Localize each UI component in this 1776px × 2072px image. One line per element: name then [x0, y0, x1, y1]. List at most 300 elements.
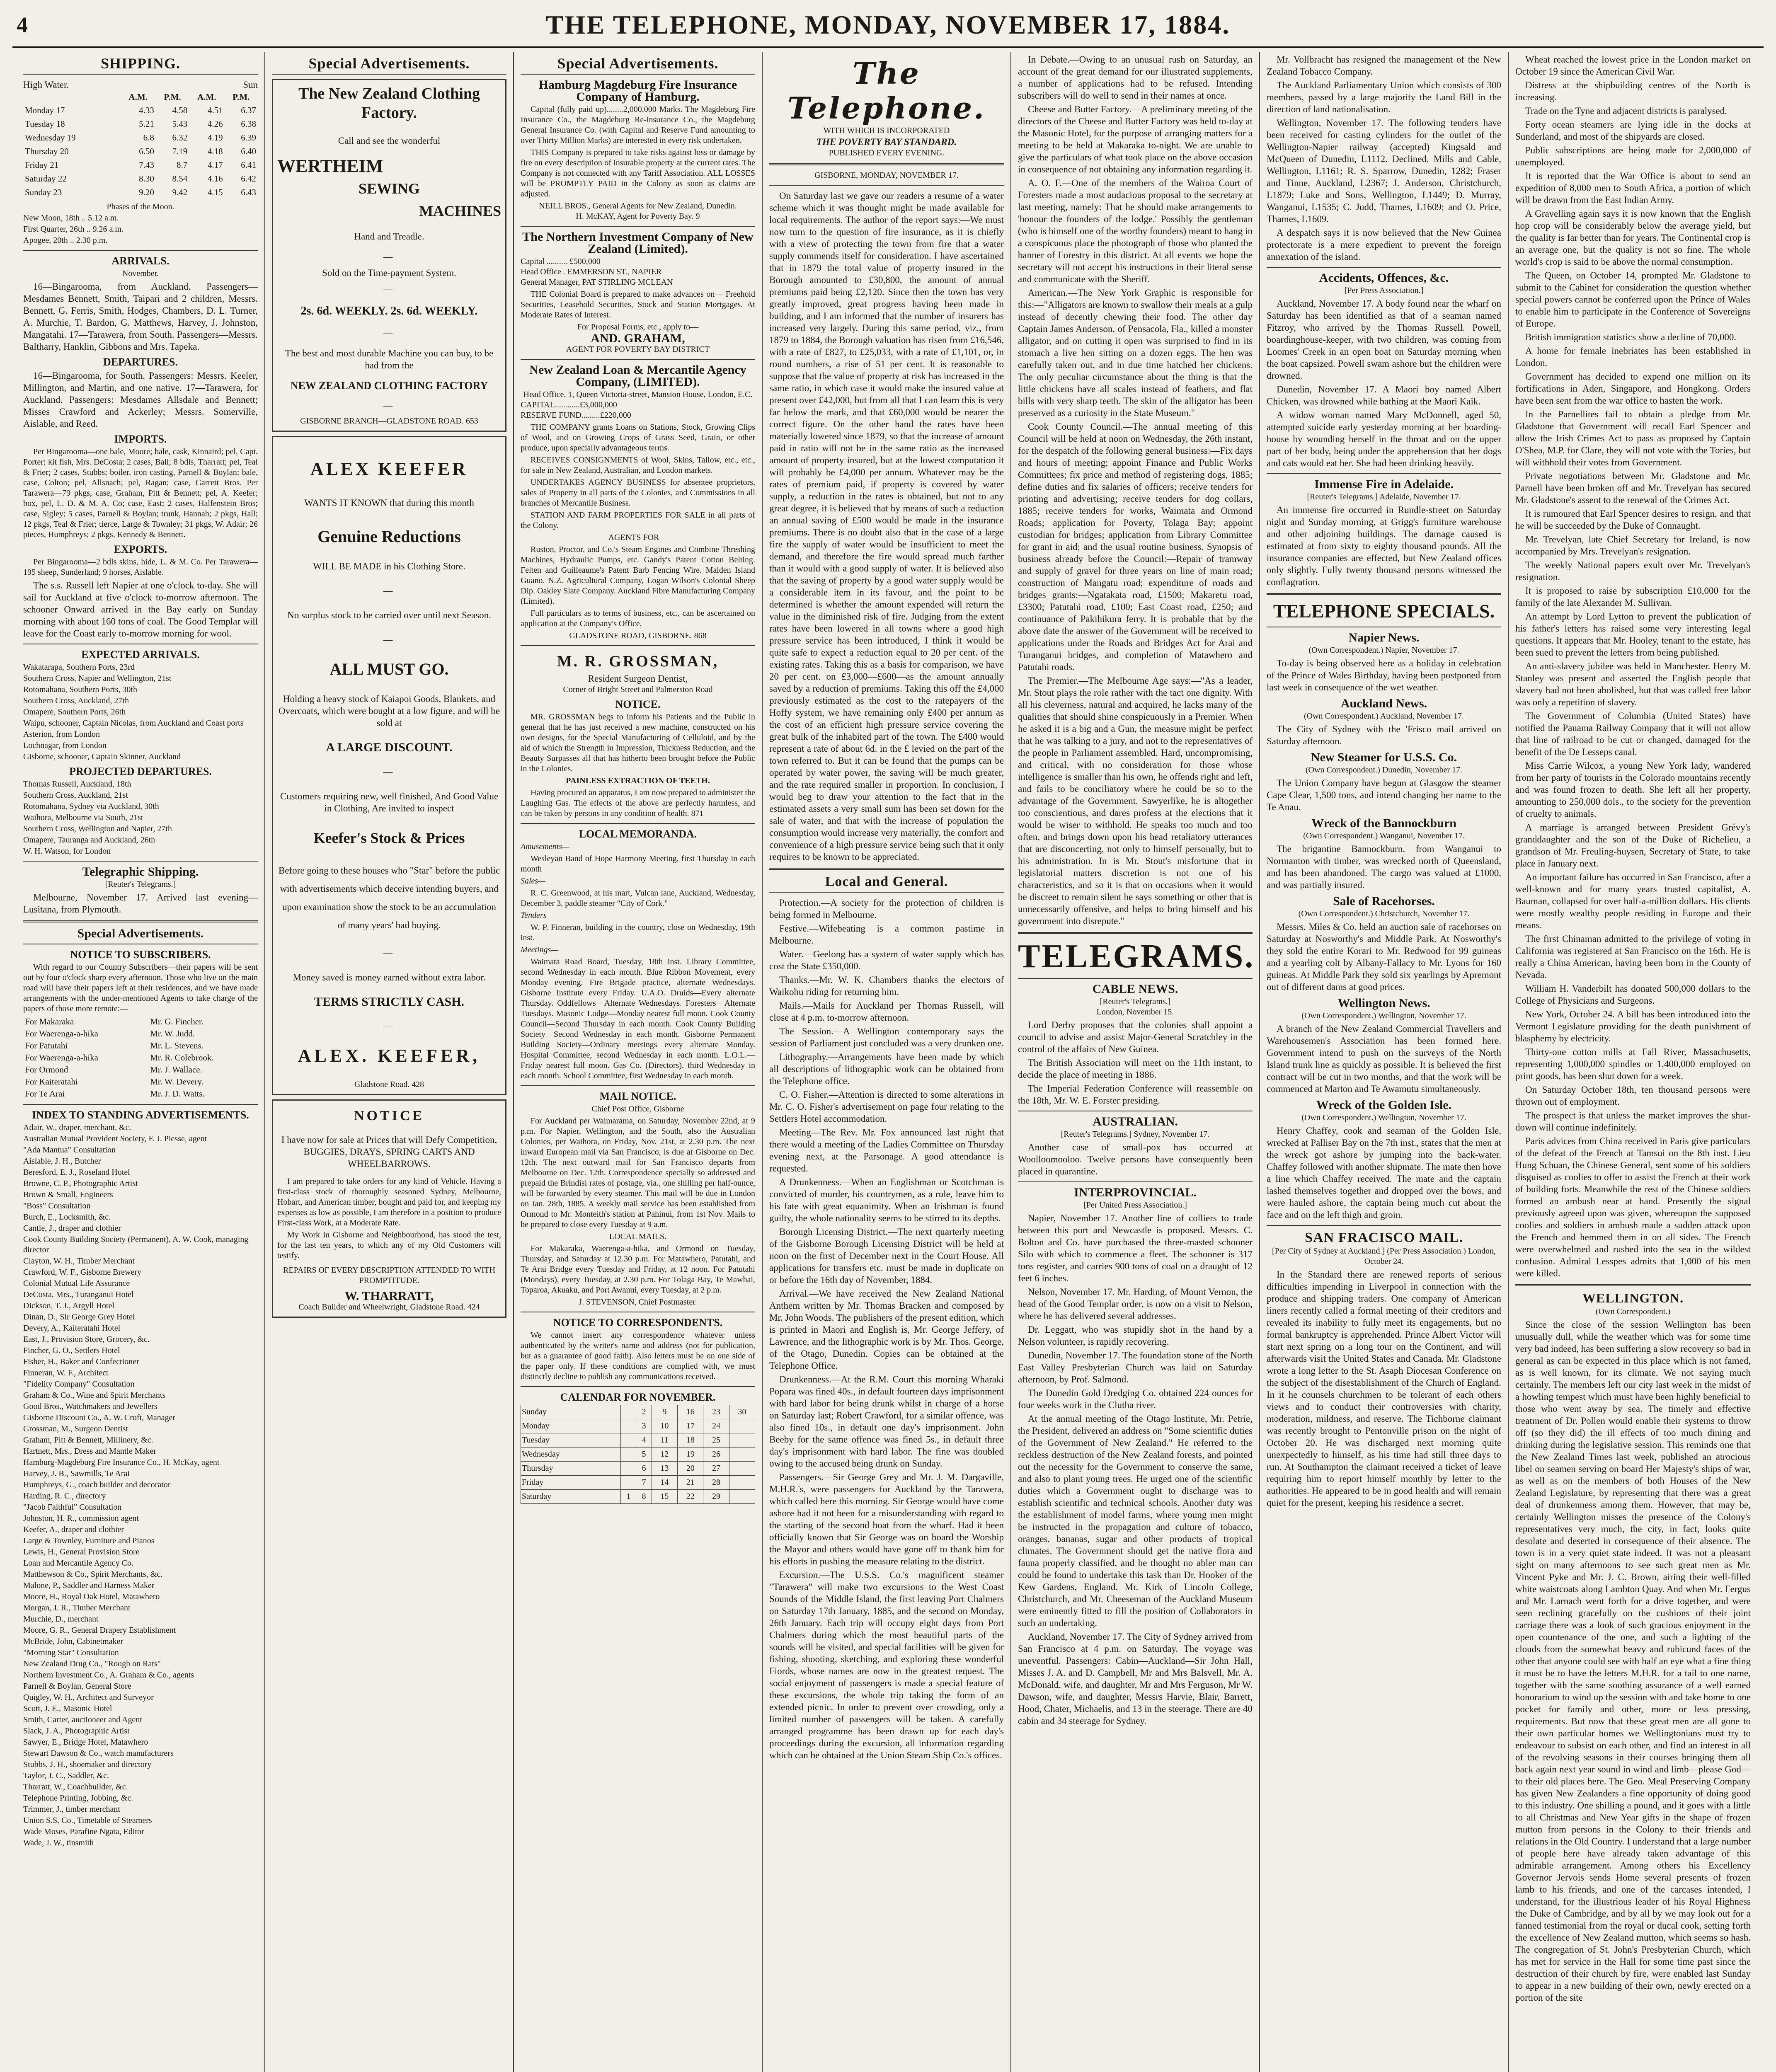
index-item: Smith, Carter, auctioneer and Agent [23, 1715, 142, 1724]
col5-items [1018, 53, 1253, 927]
news-item: A marriage is arranged between President Grévy's granddaughter and the son of the Duke of Richelieu, a grandson of Mr. Freuling-huysen, Secretary of State, to take place in January next. [1515, 822, 1751, 869]
all-must: ALL MUST GO. [330, 660, 449, 678]
exports-text: Per Bingarooma—2 bdls skins, hide, L. & M. Co. Per Tarawera—195 sheep, Sunderland; 9 horses, Aislable. [23, 557, 258, 577]
will-be: WILL BE MADE in his Clothing Store. [313, 561, 465, 571]
calendar-title: CALENDAR FOR NOVEMBER. [560, 1391, 716, 1403]
cable-item: Lord Derby proposes that the colonies shall appoint a council to advise and assist Major-General Scratchley in the control of the affairs of New Guinea. [1018, 1020, 1253, 1054]
northern-body: THE Colonial Board is prepared to make advances on— Freehold Securities, Leasehold Securities, Stock and Station Mortgages. At Moderate Rates of Interest. [521, 290, 755, 320]
columns [17, 52, 1759, 2072]
calendar-weekday: Saturday [521, 1490, 621, 1504]
index-item: Fisher, H., Baker and Confectioner [23, 1357, 139, 1366]
calendar-day: 24 [703, 1419, 729, 1433]
local-news-item: Water.—Geelong has a system of water supply which has cost the State £350,000. [769, 949, 1004, 971]
northern-office: Head Office . EMMERSON ST., NAPIER [521, 267, 662, 276]
auckland-body: The City of Sydney with the 'Frisco mail arrived on Saturday afternoon. [1267, 724, 1501, 746]
index-item: Crawford, W. F., Gisborne Brewery [23, 1268, 142, 1277]
departures-heading: DEPARTURES. [103, 356, 178, 368]
calendar-day: 14 [652, 1476, 677, 1490]
local-news-item: Arrival.—We have received the New Zealand National Anthem written by Mr. Thomas Bracken and composed by Mr. John Woods. The publishers of the present edition, which is printed in Maori and English is, Mr. George Jeffery, of Lawrence, and the lithographic work is by Mr. Thos. George, of the Otago, Dunedin. Copies can be obtained at the Telephone Office. [769, 1288, 1004, 1371]
divider [1267, 473, 1501, 474]
calendar-weekday: Wednesday [521, 1447, 621, 1462]
calendar-day: 8 [636, 1490, 652, 1504]
index-item: Finneran, W. F., Architect [23, 1368, 109, 1377]
arrivals-text: 16—Bingarooma, from Auckland. Passengers—Mesdames Bennett, Smith, Taipari and 2 children, Messrs. Bennett, G. Ferris, Smith, Hodges, Chambers, D. L. Turner, A. Murchie, T. Bardon, G. Matthews, Harvey, J. Johnston, Mangatahi. 17—Tarawera, from South. Passengers—Messrs. Baltharry, Hanklin, Gibbons and Mrs. Tapeka. [23, 281, 258, 352]
branch: GISBORNE BRANCH—GLADSTONE ROAD. 653 [300, 416, 478, 426]
interprov-item: Dunedin, November 17. The foundation stone of the North East Valley Presbyterian Church was laid on Saturday afternoon, by Prof. Salmond. [1018, 1350, 1253, 1385]
well-src: (Own Correspondent.) Wellington, November 17. [1301, 1011, 1466, 1020]
divider [23, 1104, 258, 1105]
agents-for: AGENTS FOR— [608, 533, 668, 542]
golden-body: Henry Chaffey, cook and seaman of the Golden Isle, wrecked at Palliser Bay on the 7th inst., states that the men at the wreck got ashore by jumping into the back-water. Chaffey followed with another shipmate. The mate then hove a line which Chaffey received. The mate and the captain lashed themselves together and dropped over the bows, and were hauled ashore, the captain being much cut about the face and on the left thigh and groin. [1267, 1126, 1501, 1220]
tide-header-cell: A.M. [128, 92, 148, 102]
steamer-src: (Own Correspondent.) Dunedin, November 17. [1305, 765, 1463, 775]
customers: Customers requiring new, well finished, And Good Value in Clothing, Are invited to inspect [280, 791, 499, 813]
tide-row [23, 158, 258, 172]
index-heading: INDEX TO STANDING ADVERTISEMENTS. [32, 1109, 249, 1121]
index-item: Loan and Mercantile Agency Co. [23, 1559, 134, 1568]
expected-item: Southern Cross, Auckland, 27th [23, 696, 129, 705]
tide-cell: 4.51 [207, 105, 223, 115]
tide-cell: 4.26 [207, 119, 223, 129]
wreck-src: (Own Correspondent.) Wanganui, November 17. [1303, 831, 1465, 840]
local-news-item: Protection.—A society for the protection of children is being formed in Melbourne. [769, 898, 1004, 920]
news-item: An attempt by Lord Lytton to prevent the publication of his father's letters has raised some very interesting legal questions. It appears that Mr. Hooley, tenant to the estate, has been sued to prevent the letters from being published. [1515, 611, 1751, 658]
index-item: Wade, J. W., tinsmith [23, 1838, 94, 1847]
news-item: British immigration statistics show a decline of 70,000. [1525, 332, 1737, 342]
projected-item: Omapere, Tauranga and Auckland, 26th [23, 835, 155, 845]
calendar-row [521, 1476, 755, 1490]
meetings: Meetings— [521, 945, 559, 954]
well-body: A branch of the New Zealand Commercial Travellers and Warehousemen's Association has been formed here. Government intend to push on the surveys of the North Island trunk line as quickly as possible. It is believed the first contract will be cut in two months, and that the work will be commenced at Marton and Te Awamutu simultaneously. [1267, 1024, 1501, 1094]
exports-heading: EXPORTS. [114, 543, 167, 555]
tharratt-para2: My Work in Gisborne and Neighbourhood, has stood the test, for the last ten years, to which any of my Old Customers will testify. [277, 1230, 501, 1260]
interprov-items [1018, 1212, 1253, 1727]
calendar-weekday: Tuesday [521, 1433, 621, 1447]
loan-reserve: RESERVE FUND.........£220,000 [521, 411, 631, 420]
interprov-item: Dr. Leggatt, who was stupidly shot in the hand by a Nelson volunteer, is rapidly recovering. [1018, 1324, 1253, 1347]
col7-items [1515, 53, 1751, 1279]
interprov-item: Auckland, November 17. The City of Sydney arrived from San Francisco at 4 p.m. on Saturday. The voyage was uneventful. Passengers: Cabin—Auckland—Sir John Hall, Misses J. A. and D. Campbell, Mr and Mrs Balsvell, Mr. A. McDonald, wife, and daughter, Mr and Mrs Ferguson, Mr W. Dawson, wife, and daughter, Messrs Harvie, Blair, Barrett, Hood, Chater, Michaelis, and 13 in the steerage. There are 40 cabin and 34 steerage for Sydney. [1018, 1631, 1253, 1726]
tide-cell: Friday 21 [25, 160, 59, 170]
calendar-day: 22 [678, 1490, 703, 1504]
tide-cell: Monday 17 [25, 105, 65, 115]
tide-cell: 6.42 [241, 174, 256, 184]
interprov-item: The Dunedin Gold Dredging Co. obtained 224 ounces for four weeks work in the Clutha river. [1018, 1388, 1253, 1410]
news-item: It is proposed to raise by subscription £10,000 for the family of the late Alexander M. Sullivan. [1515, 586, 1751, 608]
agent-place: For Patutahi [25, 1041, 68, 1051]
mail-notice: MAIL NOTICE. [599, 1090, 676, 1102]
golden-src: (Own Correspondent.) Wellington, November 17. [1301, 1113, 1466, 1122]
index-item: Morgan, J. R., Timber Merchant [23, 1603, 131, 1612]
calendar-day: 25 [703, 1433, 729, 1447]
local-news-item: Meeting—The Rev. Mr. Fox announced last night that there would a meeting of the Ladies Committee on Thursday evening next, at the Parsonage. A good attendance is requested. [769, 1127, 1004, 1174]
calendar-table [521, 1405, 755, 1504]
calendar-row [521, 1490, 755, 1504]
nzcf-caps: NEW ZEALAND CLOTHING FACTORY [290, 380, 488, 392]
calendar-day [621, 1462, 636, 1476]
news-item: An important failure has occurred in San Francisco, after a well-known and for many years trusted capitalist, A. Bauman, collapsed for over half-a-million dollars. His clients were mostly wealthy people residing in Europe and their means. [1515, 872, 1751, 930]
tide-row [23, 186, 258, 199]
calendar-day [729, 1447, 755, 1462]
arrivals-heading: ARRIVALS. [111, 255, 170, 267]
auckland-src: (Own Correspondent.) Auckland, November 17. [1304, 712, 1464, 721]
local-memo: LOCAL MEMORANDA. [579, 828, 697, 840]
news-item: Mr. Trevelyan, late Chief Secretary for Ireland, is now accompanied by Mrs. Trevelyan's resignation. [1515, 534, 1751, 557]
call-see: Call and see the wonderful [338, 136, 441, 146]
calendar-day: 19 [678, 1447, 703, 1462]
divider [769, 163, 1004, 165]
news-item: Government has decided to expend one million on its fortifications in Aden, Singapore, and Hongkong. Orders have been sent from the war office to hasten the work. [1515, 371, 1751, 406]
expected-list [23, 662, 258, 762]
index-item: Murchie, D., merchant [23, 1615, 99, 1624]
index-item: Devery, A., Kaiteratahi Hotel [23, 1324, 121, 1333]
running-head [17, 8, 1759, 41]
index-item: Scott, J. E., Masonic Hotel [23, 1704, 112, 1713]
dateline: GISBORNE, MONDAY, NOVEMBER 17. [814, 171, 959, 180]
divider [1267, 593, 1501, 595]
napier: Napier News. [1348, 631, 1420, 644]
index-item: Clayton, W. H., Timber Merchant [23, 1256, 135, 1266]
wellington-body: Since the close of the session Wellington has been unusually dull, while the weather which was for some time very bad indeed, has been suffering a slow recovery so bad in general as can be expected in this place which is not famed, as is well known, for its climate. We not saying much certainly. The members left our city last week in the midst of a howling tempest which must have been highly beneficial to those who went away by sea. The timely and effective treatment of Dr. Pollen would enable their systems to throw off (so they did) the ill effects of too much dining and drinking during the legislative session. This reminds one that the New Zealand Times last week, published an atrocious libel on seamen serving on board Her Majesty's ships of war, as well as on the members of both Houses of the New Zealand Legislature, by representing that there was a great deal of drunkenness among them. However, that may be, certainly Wellington misses the presence of the Colony's representatives very much, the city, in fact, looks quite desolate and deserted in consequence of their absence. The town is in a very quiet state indeed. It was not a pleasant sight on many afternoons to see such great men as Mr. Vincent Pyke and Mr. J. C. Brown, airing their well-filled white waistcoats along Lambton Quay. And when Mr. Fergus and Mr. Larnach went forth for a drive together, and were seen reclining gracefully on the cushions of their joint carriage there was a look of such gracious enjoyment in the open countenance of the one, and such a lighting of the clouds from the somewhat heavy and rubicund faces of the other that anyone could see with half an eye what a fine thing it must be to have the letters M.H.R. for a tail to one name, together with the same soothing assurance of a well earned honorarium to wind up the session with and take home to one pocket for family and other, more or less pressing, requirements. But now that these great men are all gone to their own particular homes we Wellingtonians must try to endeavour to subsist on each other, and find an interest in all of the revolving seasons in their courses bringing them all back again next year sound in wind and limb—please God—to their old places here. The Geo. Meal Preserving Company has given New Zealanders a fine opportunity of doing good to this industry. One shilling a pound, and it goes with a little to all Christmas and New Year gifts in the shape of frozen mutton from persons in the Colony to their friends and relations in the Old Country. I understand that a large number of people here have already taken advantage of this admirable arrangement. Among others his Excellency Governor Jervois sends Home several presents of frozen lamb to his friends, and one of the carcases intended, I understand, for the illustrious leader of his Royal Highness the Duke of Cambridge, and by all by we may look out for a fanned testimonial from the royal or ducal cook, setting forth the excellence of New Zealand mutton, which seems so hash. The congregation of St. John's Presbyterian Church, which has met for service in the Hall for some time past since the destruction of their church by fire, were enabled last Sunday to appear in a new building of their own, newly erected on a portion of the site [1515, 1319, 1751, 2003]
local-news-item: Thanks.—Mr. W. K. Chambers thanks the electors of Waikohu riding for returning him. [769, 975, 1004, 997]
dash: — [383, 767, 395, 777]
index-item: Dickson, T. J., Argyll Hotel [23, 1301, 114, 1310]
tide-cell: 6.39 [241, 133, 256, 143]
auckland: Auckland News. [1340, 697, 1427, 710]
nzcf-title-2: Factory. [361, 104, 417, 121]
weekly: 2s. 6d. WEEKLY. 2s. 6d. WEEKLY. [300, 305, 478, 317]
index-item: New Zealand Drug Co., "Rough on Rats" [23, 1659, 161, 1668]
grossman-corner: Corner of Bright Street and Palmerston Road [563, 685, 713, 694]
calendar-day: 26 [703, 1447, 729, 1462]
news-item: The first Chinaman admitted to the privilege of voting in California was registered at San Francisco on the 16th. He is really a China American, having been born in the County of Nevada. [1515, 934, 1751, 980]
local-news-item: Passengers.—Sir George Grey and Mr. J. M. Dargaville, M.H.R.'s, were passengers for Auckland by the Tarawera, which called here this morning. Sir George would have come ashore had it not been for a misunderstanding with regard to the starting of the second boat from the wharf. Had it been officially known that Sir George was on board the Worship the Mayor and others would have gone off to thank him for his efforts in pushing the measure relating to the district. [769, 1472, 1004, 1566]
agent-row [23, 1088, 258, 1100]
news-item: New York, October 24. A bill has been introduced into the Vermont Legislature providing for the death punishment of blasphemy by electricity. [1515, 1009, 1751, 1043]
index-item: Moore, G. R., General Drapery Establishment [23, 1626, 176, 1635]
calendar-day: 15 [652, 1490, 677, 1504]
agent-name: Mr. R. Colebrook. [150, 1053, 214, 1063]
tharratt-sig: W. THARRATT, [344, 1289, 434, 1303]
agent-name: Mr. J. D. Watts. [150, 1089, 205, 1099]
news-item: Trade on the Tyne and adjacent districts is paralysed. [1525, 106, 1728, 116]
index-item: Cantle, J., draper and clothier [23, 1224, 121, 1233]
loan-capital: CAPITAL............£3,000,000 [521, 400, 617, 409]
notice-subscribers-text: With regard to our Country Subscribers—their papers will be sent out by four o'clock sharp every afternoon. Those who live on the main road will have their papers left at their residences, and we have made arrangements with the under-mentioned Agents to take charge of the papers of those more remote:— [23, 963, 258, 1013]
expected-item: Rotomahana, Southern Ports, 30th [23, 685, 137, 694]
before-going: Before going to these houses who "Star" before the public with advertisements which deceive intending buyers, and upon examination show the stock to be an accumulation of many years' bad buying. [278, 865, 500, 930]
terms: TERMS STRICTLY CASH. [314, 995, 465, 1009]
index-item: "Fidelity Company" Consultation [23, 1380, 135, 1389]
grossman-body: MR. GROSSMAN begs to inform his Patients and the Public in general that he has just received a new machine, constructed on his own designs, for the Special Manufacturing of Celluloid, and by the aid of which the Strength in Impression, Thickness Reduction, and the Beauty Surpasses all that has hitherto been brought before the Public in the Colonies. [521, 712, 755, 773]
moon-list [23, 213, 258, 246]
correspondents-body: We cannot insert any correspondence whatever unless authenticated by the writer's name and address (not for publication, but as a guarantee of good faith). Also letters must be on one side of the paper only. If these conditions are complied with, we must distinctly decline to publish any communications received. [521, 1331, 755, 1381]
calendar-day: 1 [621, 1490, 636, 1504]
mckay: H. McKAY, Agent for Poverty Bay. 9 [576, 212, 700, 221]
australian: AUSTRALIAN. [1093, 1115, 1178, 1128]
keefer-title: ALEX KEEFER [310, 459, 468, 479]
tharratt-title: Coach Builder and Wheelwright, Gladstone Road. 424 [298, 1302, 480, 1312]
news-item: Public subscriptions are being made for 2,000,000 of unemployed. [1515, 145, 1751, 167]
telegraphic-heading: Telegraphic Shipping. [82, 865, 199, 879]
calendar-day: 9 [652, 1405, 677, 1419]
grossman-notice: NOTICE. [615, 698, 661, 710]
projected-list [23, 779, 258, 857]
column-7 [1509, 52, 1757, 2072]
accidents: Accidents, Offences, &c. [1319, 271, 1449, 285]
news-item: The prospect is that unless the market improves the shut-down will continue indefinitely. [1515, 1110, 1751, 1133]
index-item: Graham & Co., Wine and Spirit Merchants [23, 1391, 166, 1400]
local-items [769, 897, 1004, 1761]
painless: PAINLESS EXTRACTION OF TEETH. [566, 776, 710, 785]
expected-item: Gisborne, schooner, Captain Skinner, Auckland [23, 752, 181, 761]
index-item: Johnston, H. R., commission agent [23, 1514, 139, 1523]
local-news-item: A Drunkenness.—When an Englishman or Scotchman is convicted of murder, his countrymen, as a rule, leave him to his fate with great equanimity. When an Irishman is found guilty, the whole nationality seems to be stirred to its depths. [769, 1177, 1004, 1223]
cable-item: The Imperial Federation Conference will reassemble on the 18th, Mr. W. E. Forster presiding. [1018, 1083, 1253, 1106]
index-item: Gisborne Discount Co., A. W. Croft, Manager [23, 1413, 176, 1422]
dash: — [383, 328, 395, 338]
divider [23, 74, 258, 75]
sales-body: R. C. Greenwood, at his mart, Vulcan lane, Auckland, Wednesday, December 3, paddle steamer "City of Cork." [521, 888, 755, 908]
column-5 [1011, 52, 1260, 2072]
accident-item: A widow woman named Mary McDonnell, aged 50, attempted suicide early yesterday morning at her boarding-house by wounding herself in the throat and on the upper part of her body, being under the apprehension that her dogs and cats would eat her. She had been drinking heavily. [1267, 410, 1501, 468]
divider [1267, 1225, 1501, 1226]
tide-cell: 6.32 [172, 133, 188, 143]
news-item: The Government of Columbia (United States) have notified the Panama Railway Company that it will not allow that line of railroad to be cut or changed, damaged for the benefit of the De Lesseps canal. [1515, 711, 1751, 757]
calendar-day: 21 [678, 1476, 703, 1490]
divider [1515, 1284, 1751, 1286]
divider [521, 1386, 755, 1387]
tide-cell: 4.19 [207, 133, 223, 143]
calendar-day: 23 [703, 1405, 729, 1419]
index-item: Large & Townley, Furniture and Pianos [23, 1536, 155, 1545]
projected-item: W. H. Watson, for London [23, 847, 111, 856]
wellington-heading: WELLINGTON. [1582, 1290, 1684, 1305]
calendar-day: 7 [636, 1476, 652, 1490]
special-ads-heading-2: Special Advertisements. [308, 55, 470, 72]
tide-header-cell [23, 91, 121, 104]
steamer-body: The Union Company have begun at Glasgow the steamer Cape Clear, 1,500 tons, and intend changing her name to the Te Anau. [1267, 778, 1501, 812]
interprov-item: Napier, November 17. Another line of colliers to trade between this port and Newcastle is proposed. Messrs. C. Bolton and Co. have purchased the three-masted schooner Silo with which to commence a fleet. The schooner is 317 tons register, and carries 900 tons of coal on a draught of 12 feet 6 inches. [1018, 1213, 1253, 1283]
news-item: An anti-slavery jubilee was held in Manchester. Henry M. Stanley was present and asserted the English people that slavery had not been abolished, but that was called free labor was only a repetition of slavery. [1515, 661, 1751, 707]
index-item: Keefer, A., draper and clothier [23, 1525, 124, 1534]
agent-place: For Waerenga-a-hika [25, 1053, 98, 1063]
calendar-row [521, 1405, 755, 1419]
racehorses: Sale of Racehorses. [1333, 894, 1435, 908]
tenders: Tenders— [521, 911, 554, 920]
imports-heading: IMPORTS. [114, 433, 167, 445]
repairs: REPAIRS OF EVERY DESCRIPTION ATTENDED TO WITH PROMPTITUDE. [283, 1266, 495, 1285]
index-item: McBride, John, Cabinetmaker [23, 1637, 124, 1646]
divider [1018, 932, 1253, 934]
tide-cell: 4.15 [207, 187, 223, 197]
calendar-day: 27 [703, 1462, 729, 1476]
index-item: Trimmer, J., timber merchant [23, 1805, 120, 1814]
tide-cell: 7.19 [172, 146, 188, 156]
index-item: Hartnett, Mrs., Dress and Mantle Maker [23, 1447, 157, 1456]
special-ads-heading: Special Advertisements. [77, 927, 204, 940]
agent-row [23, 1076, 258, 1088]
index-item: Parnell & Boylan, General Store [23, 1682, 131, 1691]
tide-row [23, 172, 258, 186]
news-item: A Gravelling again says it is now known that the English hop crop will be considerably below the average yield, but the quality is far better than for years. The Continental crop is an average one, but the quality is not so fine. The whole world's crop is said to be above the normal consumption. [1515, 208, 1751, 267]
local-news-item: Lithography.—Arrangements have been made by which all descriptions of lithographic work can be obtained from the Telephone office. [769, 1052, 1004, 1086]
calendar-day: 18 [678, 1433, 703, 1447]
keefers-stock: Keefer's Stock & Prices [313, 830, 465, 846]
proposal: For Proposal Forms, etc., apply to— [577, 322, 699, 332]
reuters: [Reuter's Telegrams.] [1100, 997, 1171, 1006]
agent-name: Mr. J. Wallace. [150, 1065, 202, 1075]
divider [769, 868, 1004, 870]
calendar-day [729, 1490, 755, 1504]
postmaster: J. STEVENSON, Chief Postmaster. [579, 1297, 697, 1307]
news-item: A home for female inebriates has been established in London. [1515, 346, 1751, 368]
fire-source: [Reuter's Telegrams.] Adelaide, November 17. [1307, 492, 1461, 501]
index-item: Cook County Building Society (Permanent), A. W. Cook, managing director [23, 1235, 249, 1254]
divider [1267, 267, 1501, 268]
tide-row [23, 104, 258, 117]
index-item: Fincher, G. O., Settlers Hotel [23, 1346, 120, 1355]
hamburg-capital: Capital (fully paid up)........2,000,000 Marks. The Magdeburg Fire Insurance Co., the Magdeburg Re-insurance Co., the Magdeburg General Insurance Co. (with Capital and Reserve Fund amounting to over Thirty Million Marks) are interested in every risk undertaken. [521, 105, 755, 145]
tide-cell: 9.42 [172, 187, 188, 197]
amusements: Amusements— [521, 842, 569, 851]
calendar-day: 11 [652, 1433, 677, 1447]
moon-item: Apogee, 20th .. 2.30 p.m. [23, 236, 108, 245]
local-news-item: The Session.—A Wellington contemporary says the session of Parliament just concluded was a very drunken one. [769, 1026, 1004, 1048]
agent-name: Mr. G. Fincher. [150, 1017, 204, 1026]
grossman-title: M. R. GROSSMAN, [557, 653, 719, 670]
money-saved: Money saved is money earned without extra labor. [293, 972, 486, 983]
calendar-row [521, 1433, 755, 1447]
tharratt-para: I am prepared to take orders for any kind of Vehicle. Having a first-class stock of thoroughly seasoned Sydney, Melbourne, Hobart, and American timber, bought and paid for, and keeping my expenses as low as possible, I am therefore in a position to produce First-class Work, at a Moderate Rate. [277, 1177, 501, 1227]
divider [521, 74, 755, 75]
tide-cell: 6.37 [241, 105, 256, 115]
index-item: Browne, C. P., Photographic Artist [23, 1179, 138, 1188]
agent-row [23, 1028, 258, 1040]
index-item: Stubbs, J. H., shoemaker and directory [23, 1760, 152, 1769]
mail-body: For Auckland per Waimarama, on Saturday, November 22nd, at 9 p.m. For Napier, Wellington, and the South, also the Australian Colonies, per Waihora, on Friday, Nov. 21st, at 2.30 p.m. The next inward European mail via San Francisco, is due at Gisborne on Dec. 12th. The next outward mail for San Francisco departs from Melbourne on Dec. 12th. Correspondence specially so addressed and prepaid the Brindisi rates of postage, via., one shilling per half-ounce, will be forwarded by every steamer. This mail will be due in London on Jan. 28th, 1885. A weekly mail service has been established from Ormond to Mr. Monteith's station at Pahinui, from 1st Nov. Mails to be prepared to close every Tuesday at 9 a.m. [521, 1116, 755, 1229]
loan-consign: RECEIVES CONSIGNMENTS of Wool, Skins, Tallow, etc., etc., for sale in New Zealand, Australian, and London markets. [521, 455, 755, 475]
local-news-item: Festive.—Wifebeating is a common pastime in Melbourne. [769, 923, 1004, 946]
index-item: Slack, J. A., Photographic Artist [23, 1726, 130, 1736]
tide-cell: 4.58 [172, 105, 188, 115]
index-item: "Boss" Consultation [23, 1201, 91, 1210]
news-item: It is rumoured that Earl Spencer desires to resign, and that he will be succeeded by the Duke of Connaught. [1515, 508, 1751, 531]
moon-item: New Moon, 18th .. 5.12 a.m. [23, 213, 119, 223]
tide-cell: Sunday 23 [25, 187, 62, 197]
column-4 [763, 52, 1011, 2072]
wreck-body: The brigantine Bannockburn, from Wanganui to Normanton with timber, was wrecked north of Queensland, and has been abandoned. The cargo was valued at £1000, and was partially insured. [1267, 844, 1501, 890]
tide-header-cell: A.M. [197, 92, 216, 102]
calendar-weekday: Monday [521, 1419, 621, 1433]
dash: — [383, 252, 395, 262]
index-item: Stewart Dawson & Co., watch manufacturers [23, 1749, 174, 1758]
index-item: Telephone Printing, Jobbing, &c. [23, 1794, 133, 1803]
accident-items [1267, 298, 1501, 469]
graham: AND. GRAHAM, [591, 332, 685, 345]
calendar-row [521, 1447, 755, 1462]
news-item: Thirty-one cotton mills at Fall River, Massachusetts, representing 1,000,000 spindles or 1,400,000 employed on print goods, has been shut down for a week. [1515, 1047, 1751, 1081]
special-ads-heading-3: Special Advertisements. [557, 55, 719, 72]
hand-treadle: Hand and Treadle. [354, 231, 424, 242]
tide-cell: Wednesday 19 [25, 133, 76, 143]
nz-clothing-factory-ad [272, 79, 506, 432]
tide-cell: 6.50 [139, 146, 154, 156]
station: STATION AND FARM PROPERTIES FOR SALE in all parts of the Colony. [521, 511, 755, 530]
interprovincial: INTERPROVINCIAL. [1074, 1186, 1197, 1199]
no-surplus: No surplus stock to be carried over until next Season. [287, 610, 491, 620]
tide-labels [23, 79, 258, 91]
divider [1018, 1181, 1253, 1182]
divider [769, 892, 1004, 893]
index-item: DeCosta, Mrs., Turanganui Hotel [23, 1290, 134, 1299]
calendar-day: 5 [636, 1447, 652, 1462]
painless-body: Having procured an apparatus, I am now prepared to administer the Laughing Gas. The effects of the above are perfectly harmless, and can be taken by persons in any condition of health. 871 [521, 788, 755, 818]
index-list [23, 1123, 258, 1848]
shipping-notes: The s.s. Russell left Napier at one o'clock to-day. She will sail for Auckland at five o'clock to-morrow afternoon. The schooner Onward arrived in the Bay early on Sunday morning with about 160 tons of coal. The Good Templar will leave for the Coast early to-morrow morning for wool. [23, 580, 258, 639]
wellington-src: (Own Correspondent.) [1596, 1307, 1670, 1316]
index-item: Beresford, E. J., Roseland Hotel [23, 1168, 130, 1177]
agent-place: For Te Arai [25, 1089, 65, 1099]
local-news-item: C. O. Fisher.—Attention is directed to some alterations in Mr. C. O. Fisher's advertisement on page four relating to the Settlers Hotel accommodation. [769, 1089, 1004, 1124]
agent-place: For Waerenga-a-hika [25, 1029, 98, 1038]
news-item: The Queen, on October 14, prompted Mr. Gladstone to submit to the Cabinet for consideration the question whether special powers cannot be conferred upon the Prince of Wales to enable him to participate in the Conference of Sovereigns of Europe. [1515, 270, 1751, 329]
projected-item: Thomas Russell, Auckland, 18th [23, 779, 131, 789]
agent-place: For Makaraka [25, 1017, 74, 1026]
projected-item: Southern Cross, Auckland, 21st [23, 791, 128, 800]
sales: Sales— [521, 876, 545, 886]
calendar-day: 10 [652, 1419, 677, 1433]
correspondents: NOTICE TO CORRESPONDENTS. [553, 1317, 723, 1329]
shipping-heading: SHIPPING. [100, 55, 181, 72]
calendar-day [729, 1433, 755, 1447]
agent-row [23, 1040, 258, 1052]
tide-cell: 8.7 [176, 160, 188, 170]
pbs: THE POVERTY BAY STANDARD. [816, 137, 957, 147]
calendar-day: 4 [636, 1433, 652, 1447]
agent-row [23, 1064, 258, 1076]
tide-header-cell: P.M. [164, 92, 181, 102]
divider [521, 226, 755, 227]
tharratt-notice: NOTICE [354, 1108, 425, 1123]
index-item: Graham, Pitt & Bennett, Millinery, &c. [23, 1435, 153, 1445]
local-news-item: Mails.—Mails for Auckland per Thomas Russell, will close at 4 p.m. to-morrow afternoon. [769, 1000, 1004, 1023]
index-item: Quigley, W. H., Architect and Surveyor [23, 1693, 154, 1702]
agent-place: For Ormond [25, 1065, 68, 1075]
high-water-label: High Water. [23, 80, 69, 90]
news-item: In the Parnellites fail to obtain a pledge from Mr. Gladstone that Government will recall Earl Spencer and allow the Irish Crimes Act to pass as proposed by Captain O'Shea, M.P. for Clare, they will not vote with the Tories, but will withhold their votes from Government. [1515, 409, 1751, 467]
australian-item: Another case of small-pox has occurred at Woolloomooloo. Twelve persons have consequently been placed in quarantine. [1018, 1142, 1253, 1176]
news-item: A despatch says it is now believed that the New Guinea protectorate is a mere expedient to prevent the foreign annexation of the island. [1267, 228, 1501, 262]
wertheim: WERTHEIM [277, 156, 383, 176]
news-item: Miss Carrie Wilcox, a young New York lady, wandered from her party of tourists in the Colorado mountains recently and was found frozen to death. She left all her property, amounting to 250,000 dols., to the society for the prevention of cruelty to animals. [1515, 760, 1751, 819]
calendar-day [729, 1419, 755, 1433]
race-src: (Own Correspondent.) Christchurch, November 17. [1298, 909, 1470, 918]
divider [23, 861, 258, 862]
col6-items [1267, 53, 1501, 263]
tide-cell: 6.38 [241, 119, 256, 129]
index-item: Colonial Mutual Life Assurance [23, 1279, 130, 1288]
local-news-item: Excursion.—The U.S.S. Co.'s magnificent steamer "Tarawera" will make two excursions to the West Coast Sounds of the Middle Island, the first leaving Port Chalmers on Saturday 17th January, 1885, and the second on Monday, 26th January. Each trip will occupy eight days from Port Chalmers during which the most beautiful parts of the sounds will be visited, and special facilities will be given for fishing, shooting, sketching, and exploring these wonderful Fiords, whose names are now in the greatest request. The social enjoyment of passengers is made a special feature of these excursions, the whole trip taking the form of an extended picnic. In order to prevent over crowding, only a limited number of passengers will be taken. A carefully arranged programme has been drawn up for each day's proceedings during the excursion, all information regarding which can be obtained at the Union Steam Ship Co.'s offices. [769, 1570, 1004, 1760]
divider [1018, 978, 1253, 979]
local-mails-body: For Makaraka, Waerenga-a-hika, and Ormond on Tuesday, Thursday, and Saturday at 12.30 p.m. For Matawhero, Patutahi, and Te Arai Bridge every Tuesday and Friday, at 12 noon. For Patutahi (Mondays), every Tuesday, at 2.30 p.m. For Tolaga Bay, Te Mawhai, Toparoa, Akuaku, and Port Awanui, every Tuesday, at 2 p.m. [521, 1244, 755, 1295]
specials: TELEPHONE SPECIALS. [1273, 600, 1495, 622]
news-item: Forty ocean steamers are lying idle in the docks at Sunderland, and most of the shipyards are closed. [1515, 119, 1751, 142]
hamburg-body: THIS Company is prepared to take risks against loss or damage by fire on every description of insurable property at the current rates. The Company is not connected with any Tariff Association. ALL LOSSES will be PROMPTLY PAID in the Colony as soon as claims are adjusted. [521, 148, 755, 198]
tide-cell: 6.40 [241, 146, 256, 156]
mail-office: Chief Post Office, Gisborne [591, 1104, 684, 1113]
tide-cell: 8.54 [172, 174, 188, 184]
